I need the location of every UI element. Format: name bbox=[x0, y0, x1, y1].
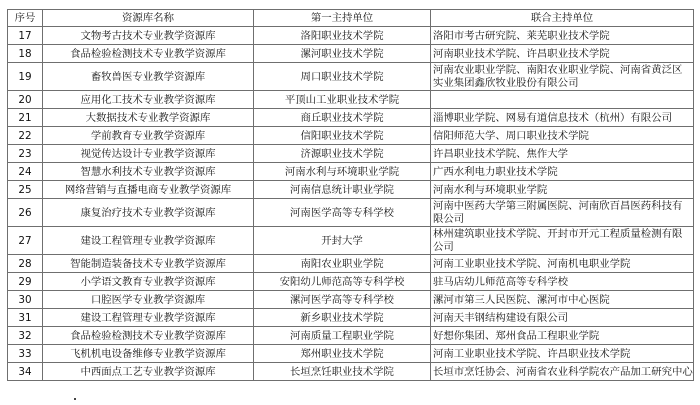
table-row bbox=[8, 291, 694, 309]
table-row bbox=[8, 45, 694, 63]
library-name: 视觉传达设计专业教学资源库 bbox=[43, 145, 254, 163]
table-header-row bbox=[8, 10, 694, 27]
table-row bbox=[8, 273, 694, 291]
first-host-unit: 漯河医学高等专科学校 bbox=[254, 291, 431, 309]
joint-host-units: 长垣市烹饪协会、河南省农业科学院农产品加工研究中心 bbox=[431, 363, 694, 381]
header-first-host: 第一主持单位 bbox=[254, 10, 431, 27]
table-row bbox=[8, 163, 694, 181]
header-joint-hosts: 联合主持单位 bbox=[431, 10, 694, 27]
joint-host-units: 河南农业职业学院、南阳农业职业学院、河南省黄泛区实业集团鑫欣牧业股份有限公司 bbox=[431, 63, 694, 91]
first-host-unit: 洛阳职业技术学院 bbox=[254, 27, 431, 45]
first-host-unit: 河南医学高等专科学校 bbox=[254, 199, 431, 227]
row-index: 18 bbox=[8, 45, 43, 63]
row-index: 26 bbox=[8, 199, 43, 227]
joint-host-units: 河南职业技术学院、许昌职业技术学院 bbox=[431, 45, 694, 63]
row-index: 25 bbox=[8, 181, 43, 199]
table-body bbox=[8, 27, 694, 381]
resource-library-table bbox=[7, 9, 694, 381]
first-host-unit: 新乡职业技术学院 bbox=[254, 309, 431, 327]
library-name: 学前教育专业教学资源库 bbox=[43, 127, 254, 145]
first-host-unit: 南阳农业职业学院 bbox=[254, 255, 431, 273]
row-index: 21 bbox=[8, 109, 43, 127]
joint-host-units: 河南工业职业技术学院、河南机电职业学院 bbox=[431, 255, 694, 273]
table-row bbox=[8, 145, 694, 163]
library-name: 畜牧兽医专业教学资源库 bbox=[43, 63, 254, 91]
header-index: 序号 bbox=[8, 10, 43, 27]
row-index: 31 bbox=[8, 309, 43, 327]
library-name: 口腔医学专业教学资源库 bbox=[43, 291, 254, 309]
joint-host-units: 洛阳市考古研究院、莱芜职业技术学院 bbox=[431, 27, 694, 45]
first-host-unit: 长垣烹饪职业技术学院 bbox=[254, 363, 431, 381]
library-name: 应用化工技术专业教学资源库 bbox=[43, 91, 254, 109]
joint-host-units: 河南工业职业技术学院、许昌职业技术学院 bbox=[431, 345, 694, 363]
row-index: 27 bbox=[8, 227, 43, 255]
joint-host-units: 林州建筑职业技术学院、开封市开元工程质量检测有限公司 bbox=[431, 227, 694, 255]
joint-host-units: 河南中医药大学第三附属医院、河南欣百昌医药科技有限公司 bbox=[431, 199, 694, 227]
joint-host-units: 好想你集团、郑州食品工程职业学院 bbox=[431, 327, 694, 345]
first-host-unit: 济源职业技术学院 bbox=[254, 145, 431, 163]
header-library-name: 资源库名称 bbox=[43, 10, 254, 27]
row-index: 33 bbox=[8, 345, 43, 363]
library-name: 康复治疗技术专业教学资源库 bbox=[43, 199, 254, 227]
joint-host-units: 淄博职业学院、网易有道信息技术（杭州）有限公司 bbox=[431, 109, 694, 127]
table-row bbox=[8, 91, 694, 109]
first-host-unit: 郑州职业技术学院 bbox=[254, 345, 431, 363]
library-name: 建设工程管理专业教学资源库 bbox=[43, 227, 254, 255]
library-name: 智能制造装备技术专业教学资源库 bbox=[43, 255, 254, 273]
library-name: 文物考古技术专业教学资源库 bbox=[43, 27, 254, 45]
row-index: 24 bbox=[8, 163, 43, 181]
row-index: 23 bbox=[8, 145, 43, 163]
table-row bbox=[8, 63, 694, 91]
table-row bbox=[8, 27, 694, 45]
row-index: 34 bbox=[8, 363, 43, 381]
table-row bbox=[8, 327, 694, 345]
joint-host-units: 河南天丰钢结构建设有限公司 bbox=[431, 309, 694, 327]
table-row bbox=[8, 199, 694, 227]
first-host-unit: 周口职业技术学院 bbox=[254, 63, 431, 91]
first-host-unit: 河南信息统计职业学院 bbox=[254, 181, 431, 199]
first-host-unit: 河南质量工程职业学院 bbox=[254, 327, 431, 345]
joint-host-units bbox=[431, 91, 694, 109]
table-row bbox=[8, 227, 694, 255]
table-row bbox=[8, 309, 694, 327]
library-name: 大数据技术专业教学资源库 bbox=[43, 109, 254, 127]
row-index: 29 bbox=[8, 273, 43, 291]
library-name: 食品检验检测技术专业教学资源库 bbox=[43, 327, 254, 345]
joint-host-units: 河南水利与环境职业学院 bbox=[431, 181, 694, 199]
institution-table-sheet bbox=[7, 9, 693, 381]
joint-host-units: 许昌职业技术学院、焦作大学 bbox=[431, 145, 694, 163]
first-host-unit: 平顶山工业职业技术学院 bbox=[254, 91, 431, 109]
first-host-unit: 信阳职业技术学院 bbox=[254, 127, 431, 145]
library-name: 中西面点工艺专业教学资源库 bbox=[43, 363, 254, 381]
first-host-unit: 商丘职业技术学院 bbox=[254, 109, 431, 127]
table-row bbox=[8, 109, 694, 127]
row-index: 32 bbox=[8, 327, 43, 345]
joint-host-units: 信阳师范大学、周口职业技术学院 bbox=[431, 127, 694, 145]
table-row bbox=[8, 181, 694, 199]
first-host-unit: 开封大学 bbox=[254, 227, 431, 255]
table-row bbox=[8, 127, 694, 145]
first-host-unit: 河南水利与环境职业学院 bbox=[254, 163, 431, 181]
joint-host-units: 驻马店幼儿师范高等专科学校 bbox=[431, 273, 694, 291]
row-index: 17 bbox=[8, 27, 43, 45]
table-row bbox=[8, 255, 694, 273]
row-index: 22 bbox=[8, 127, 43, 145]
table-row bbox=[8, 363, 694, 381]
library-name: 建设工程管理专业教学资源库 bbox=[43, 309, 254, 327]
library-name: 小学语文教育专业教学资源库 bbox=[43, 273, 254, 291]
library-name: 食品检验检测技术专业教学资源库 bbox=[43, 45, 254, 63]
table-row bbox=[8, 345, 694, 363]
row-index: 30 bbox=[8, 291, 43, 309]
library-name: 智慧水利技术专业教学资源库 bbox=[43, 163, 254, 181]
stray-mark bbox=[74, 398, 76, 400]
row-index: 28 bbox=[8, 255, 43, 273]
library-name: 飞机机电设备维修专业教学资源库 bbox=[43, 345, 254, 363]
joint-host-units: 漯河市第三人民医院、漯河市中心医院 bbox=[431, 291, 694, 309]
first-host-unit: 安阳幼儿师范高等专科学校 bbox=[254, 273, 431, 291]
library-name: 网络营销与直播电商专业教学资源库 bbox=[43, 181, 254, 199]
joint-host-units: 广西水利电力职业技术学院 bbox=[431, 163, 694, 181]
row-index: 19 bbox=[8, 63, 43, 91]
first-host-unit: 漯河职业技术学院 bbox=[254, 45, 431, 63]
row-index: 20 bbox=[8, 91, 43, 109]
